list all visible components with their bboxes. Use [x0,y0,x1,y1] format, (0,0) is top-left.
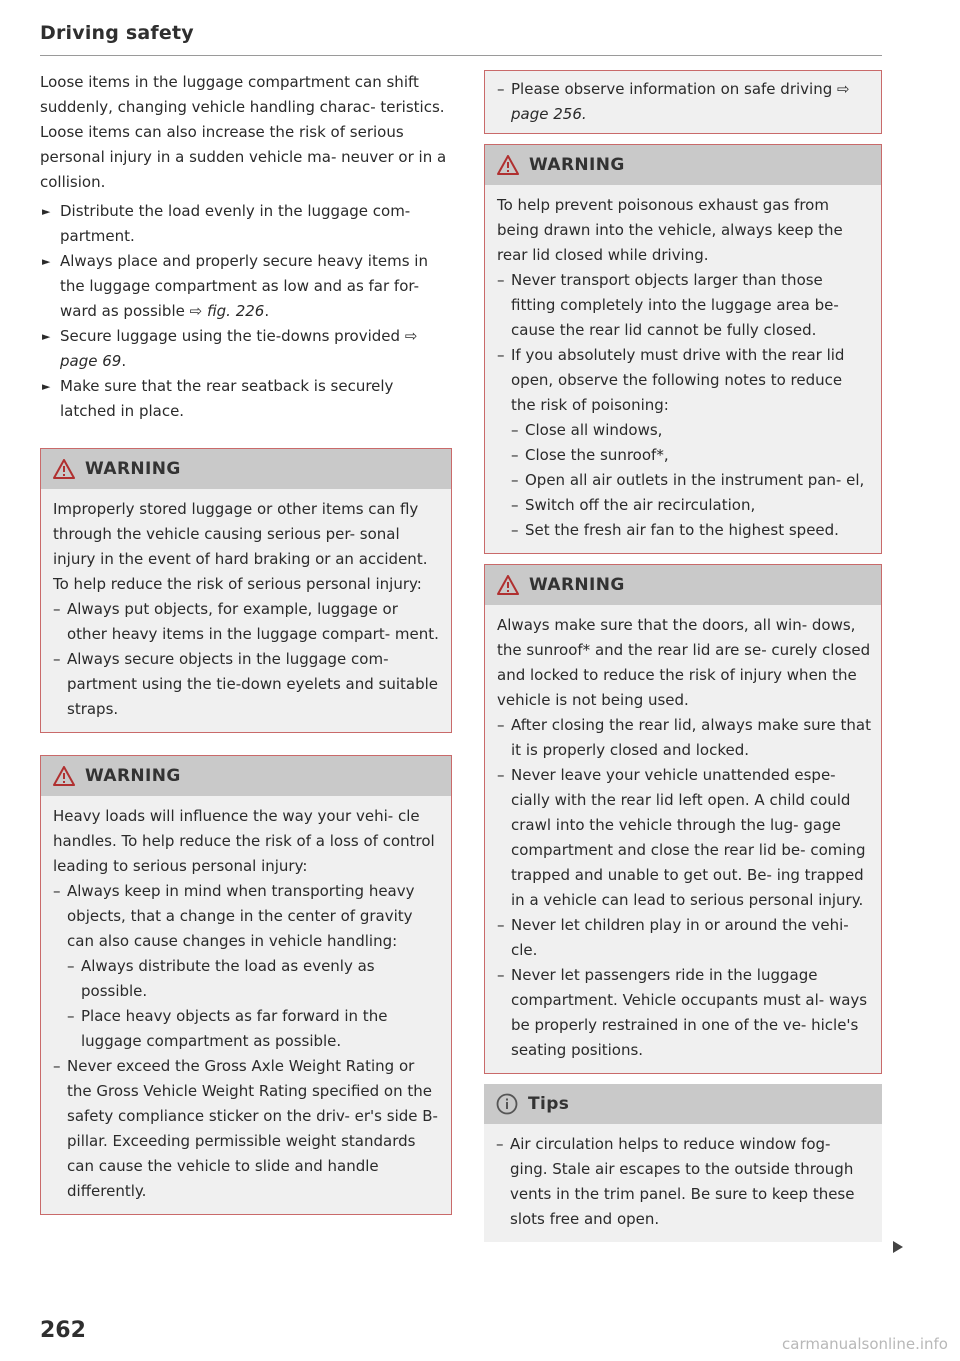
figure-reference-link[interactable]: ⇨ fig. 226 [189,302,265,320]
instruction-item: ► Always place and properly secure heavy items in the luggage compartment as low and as far for- ward as possible ⇨ fig. 226. [40,249,452,324]
warning-box-exhaust [484,144,882,554]
warning-triangle-icon [53,459,75,479]
warning-body [41,796,451,1214]
list-item: – Always keep in mind when transporting heavy objects, that a change in the center of gravity can also cause changes in vehicle handling: – Always distribute the load as evenly as possible. – Place heavy objects as far forward in the luggage compartment as possible. [53,879,441,1054]
warning-list [497,713,871,1063]
list-item: – Never transport objects larger than those fitting completely into the luggage area be- cause the rear lid cannot be fully closed. [497,268,871,343]
page-reference-link[interactable]: ⇨ page 69 [60,327,418,370]
page-reference-link[interactable]: ⇨ page 256. [511,80,850,123]
list-item: – Always put objects, for example, luggage or other heavy items in the luggage compart- ment. [53,597,441,647]
warning-header [41,449,451,489]
warning-title: WARNING [529,155,625,175]
sub-list-item: – Place heavy objects as far forward in the luggage compartment as possible. [67,1004,441,1054]
instruction-list [40,199,452,424]
tips-list [496,1132,872,1232]
sub-list [511,418,871,543]
list-item: – After closing the rear lid, always make sure that it is properly closed and locked. [497,713,871,763]
warning-list [53,879,441,1204]
bullet-arrow-icon: ► [42,380,51,393]
warning-body [485,605,881,1073]
warning-text: Heavy loads will influence the way your vehi- cle handles. To help reduce the risk of a loss of control leading to serious personal injury: [53,807,435,875]
right-column [484,70,882,1242]
list-item: – Never let passengers ride in the luggage compartment. Vehicle occupants must al- ways be properly restrained in one of the ve- hicle's seating positions. [497,963,871,1063]
instruction-item: ► Distribute the load evenly in the luggage com- partment. [40,199,452,249]
warning-body [485,185,881,553]
warning-triangle-icon [497,155,519,175]
instruction-item: ► Secure luggage using the tie-downs provided ⇨ page 69. [40,324,452,374]
list-item: – Never leave your vehicle unattended espe- cially with the rear lid left open. A child could crawl into the vehicle through the lug- gage compartment and close the rear lid be- coming trapped and unable to get out. Be- ing trapped in a vehicle can lead to serious personal injury. [497,763,871,913]
list-item: – Air circulation helps to reduce window fog- ging. Stale air escapes to the outside through vents in the trim panel. Be sure to keep these slots free and open. [496,1132,872,1232]
sub-list-item: – Close all windows, [511,418,871,443]
list-item: – Never let children play in or around the vehi- cle. [497,913,871,963]
left-column [40,70,452,1215]
warning-title: WARNING [85,766,181,786]
page-header [40,22,882,56]
list-item: – Never exceed the Gross Axle Weight Rating or the Gross Vehicle Weight Rating specified on the safety compliance sticker on the driv- er's side B-pillar. Exceeding permissible weight standards can cause the vehicle to slide and handle differently. [53,1054,441,1204]
watermark: carmanualsonline.info [782,1335,948,1353]
continue-arrow-icon [892,1240,904,1254]
list-item: – Please observe information on safe driving ⇨ page 256. [497,77,871,127]
warning-box-luggage [40,448,452,733]
header-divider [40,55,882,56]
warning-box-locking [484,564,882,1074]
sub-list-item: – Set the fresh air fan to the highest speed. [511,518,871,543]
sub-list [67,954,441,1054]
list-item: – If you absolutely must drive with the rear lid open, observe the following notes to reduce the risk of poisoning: – Close all windows, – Close the sunroof*, – Open all air outlets in the instrument pan- el, – Switch off the air recirculation, – Set the fresh air fan to the highest speed. [497,343,871,543]
page-number: 262 [40,1318,86,1343]
section-title: Driving safety [40,22,194,44]
tips-body [484,1124,882,1242]
info-circle-icon [496,1093,518,1115]
sub-list-item: – Switch off the air recirculation, [511,493,871,518]
note-list [497,77,871,127]
sub-list-item: – Always distribute the load as evenly as possible. [67,954,441,1004]
tips-box [484,1084,882,1242]
safe-driving-note [484,70,882,134]
warning-title: WARNING [85,459,181,479]
sub-list-item: – Open all air outlets in the instrument pan- el, [511,468,871,493]
warning-text: To help prevent poisonous exhaust gas from being drawn into the vehicle, always keep the rear lid closed while driving. [497,196,843,264]
instruction-item: ► Make sure that the rear seatback is securely latched in place. [40,374,452,424]
bullet-arrow-icon: ► [42,205,51,218]
tips-header [484,1084,882,1124]
warning-triangle-icon [53,766,75,786]
intro-paragraph: Loose items in the luggage compartment can shift suddenly, changing vehicle handling charac- teristics. Loose items can also increase the risk of serious personal injury in a sudden vehicle ma- neuver or in a collision. [40,73,447,191]
warning-text: Improperly stored luggage or other items can fly through the vehicle causing serious per- sonal injury in the event of hard braking or an accident. To help reduce the risk of serious personal injury: [53,500,428,593]
warning-body [41,489,451,732]
sub-list-item: – Close the sunroof*, [511,443,871,468]
list-item: – Always secure objects in the luggage com- partment using the tie-down eyelets and suitable straps. [53,647,441,722]
warning-list [497,268,871,543]
bullet-arrow-icon: ► [42,330,51,343]
tips-title: Tips [528,1094,570,1114]
bullet-arrow-icon: ► [42,255,51,268]
warning-header [485,565,881,605]
warning-list [53,597,441,722]
warning-text: Always make sure that the doors, all win- dows, the sunroof* and the rear lid are se- curely closed and locked to reduce the risk of injury when the vehicle is not being used. [497,616,871,709]
warning-header [485,145,881,185]
warning-title: WARNING [529,575,625,595]
warning-header [41,756,451,796]
warning-box-heavy-loads [40,755,452,1215]
warning-triangle-icon [497,575,519,595]
